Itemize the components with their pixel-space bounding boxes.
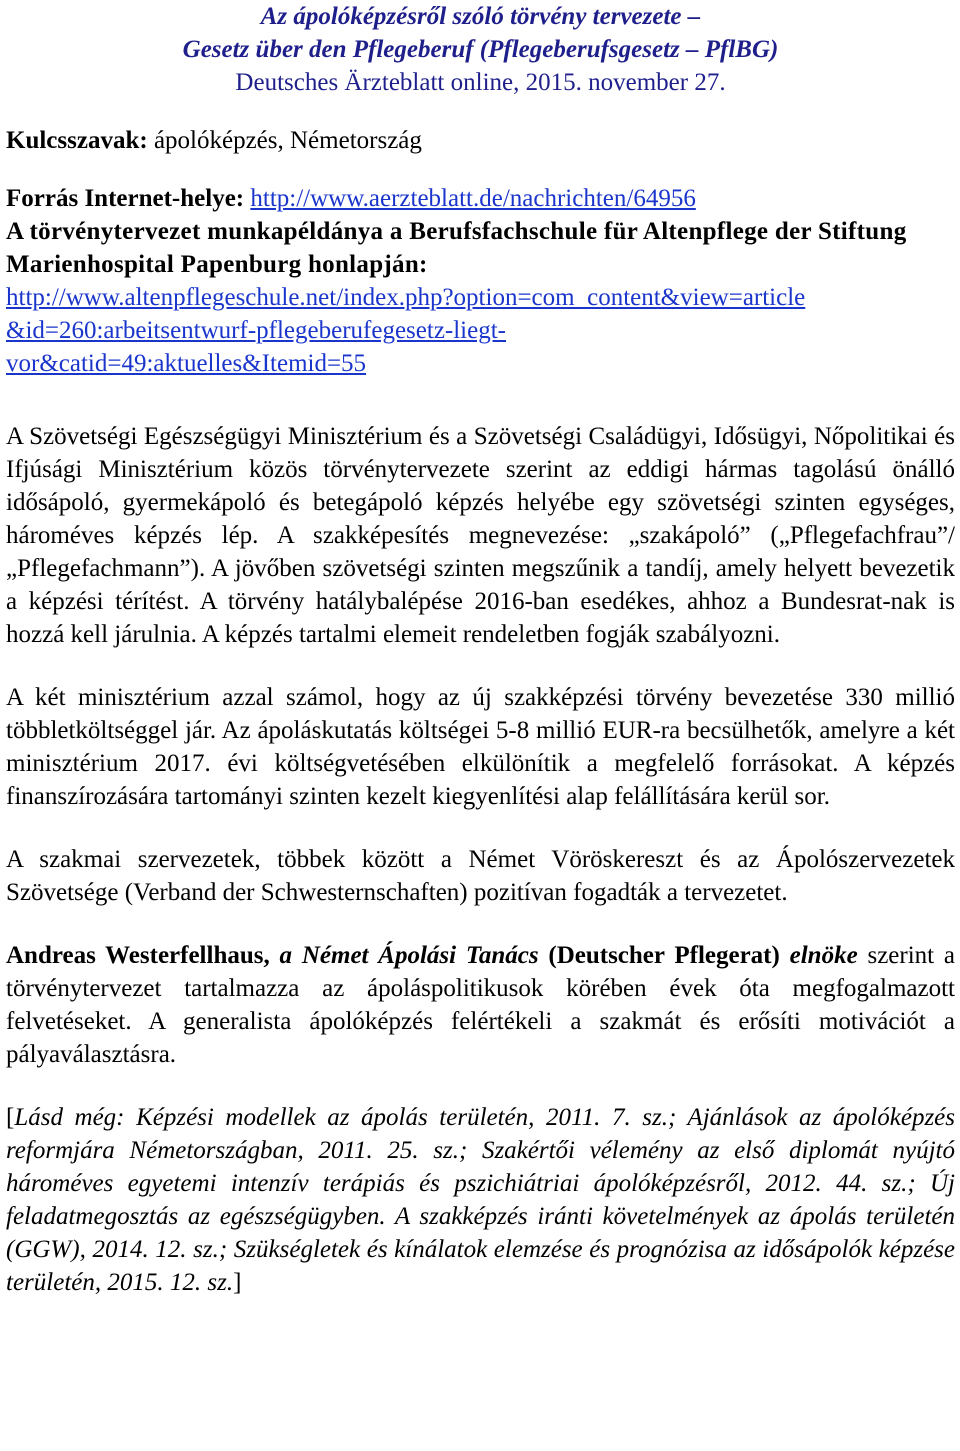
keywords-label: Kulcsszavak: [6,127,148,154]
see-also-close-bracket: ] [233,1269,242,1296]
source-label: Forrás Internet-helye: [6,185,251,212]
keywords-value: ápolóképzés, Németország [147,127,422,154]
person-name: Andreas Westerfellhaus, [6,942,270,969]
paragraph-1: A Szövetségi Egészségügyi Minisztérium és a Szövetségi Családügyi, Idősügyi, Nőpolitikai és Ifjúsági Minisztérium közös törvénytervezete szerint az eddigi hármas tagolású önálló idősápoló, gyermekápoló és betegápoló képzés helyébe egy szövetségi szinten egységes, hároméves képzés lép. A szakképesítés megnevezése: „szakápoló” („Pflegefachfrau”/„Pflegefachmann”). A jövőben szövetségi szinten megszűnik a tandíj, amely helyett bevezetik a képzési térítést. A törvény hatálybalépése 2016-ban esedékes, ahhoz a Bundesrat-nak is hozzá kell járulnia. A képzés tartalmi elemeit rendeletben fogják szabályozni. [6,423,955,648]
paragraph-2: A két minisztérium azzal számol, hogy az új szakképzési törvény bevezetése 330 millió többletköltséggel jár. Az ápoláskutatás költségei 5-8 millió EUR-ra becsülhetők, amelyre a két minisztérium 2017. évi költségvetésében elkülönítik a megfelelő forrásokat. A képzés finanszírozására tartományi szinten kezelt kiegyenlítési alap felállítására kerül sor. [6,684,955,810]
source-url2-link-line1[interactable]: http://www.altenpflegeschule.net/index.php?option=com_content&view=article [6,284,806,311]
source-url2-link-line2[interactable]: &id=260:arbeitsentwurf-pflegeberufegesetz-liegt- [6,317,506,344]
document-header [6,0,955,99]
person-role-title: elnöke [779,942,858,969]
source-line [6,182,955,215]
document-title: Az ápolóképzésről szóló törvény tervezete – [260,3,701,30]
see-also-paragraph [6,1101,955,1299]
source-description: A törvénytervezet munkapéldánya a Berufsfachschule für Altenpflege der Stiftung Marienhospital Papenburg honlapján: [6,218,907,278]
source-url2-link-line3[interactable]: vor&catid=49:aktuelles&Itemid=55 [6,350,367,377]
keywords-line [6,124,955,157]
paragraph-3: A szakmai szervezetek, többek között a Német Vöröskereszt és az Ápolószervezetek Szövetsége (Verband der Schwesternschaften) pozitívan fogadták a tervezetet. [6,846,955,906]
document-source-line: Deutsches Ärzteblatt online, 2015. november 27. [235,69,726,96]
document-subtitle: Gesetz über den Pflegeberuf (Pflegeberufsgesetz – PflBG) [182,36,779,63]
paragraph-4-body: szerint a törvénytervezet tartalmazza az ápoláspolitikusok körében évek óta megfogalmazott felvetéseket. A generalista ápolóképzés felértékeli a szakmát és erősíti motivációt a pályaválasztásra. [6,942,955,1068]
organization-name: (Deutscher Pflegerat) [538,942,780,969]
see-also-references: Lásd még: Képzési modellek az ápolás területén, 2011. 7. sz.; Ajánlások az ápolóképzés reformjára Németországban, 2011. 25. sz.; Szakértői vélemény az első diplomát nyújtó hároméves egyetemi intenzív terápiás és pszichiátriai ápolóképzésről, 2012. 44. sz.; Új feladatmegosztás az egészségügyben. A szakképzés iránti követelmények az ápolás területén (GGW), 2014. 12. sz.; Szükségletek és kínálatok elemzése és prognózisa az idősápolók képzése területén, 2015. 12. sz. [6,1104,955,1296]
source-url-link[interactable]: http://www.aerzteblatt.de/nachrichten/64956 [250,185,696,212]
see-also-open-bracket: [ [6,1104,15,1131]
paragraph-4 [6,939,955,1071]
source-url2-block [6,281,955,380]
person-role: a Német Ápolási Tanács [269,942,539,969]
